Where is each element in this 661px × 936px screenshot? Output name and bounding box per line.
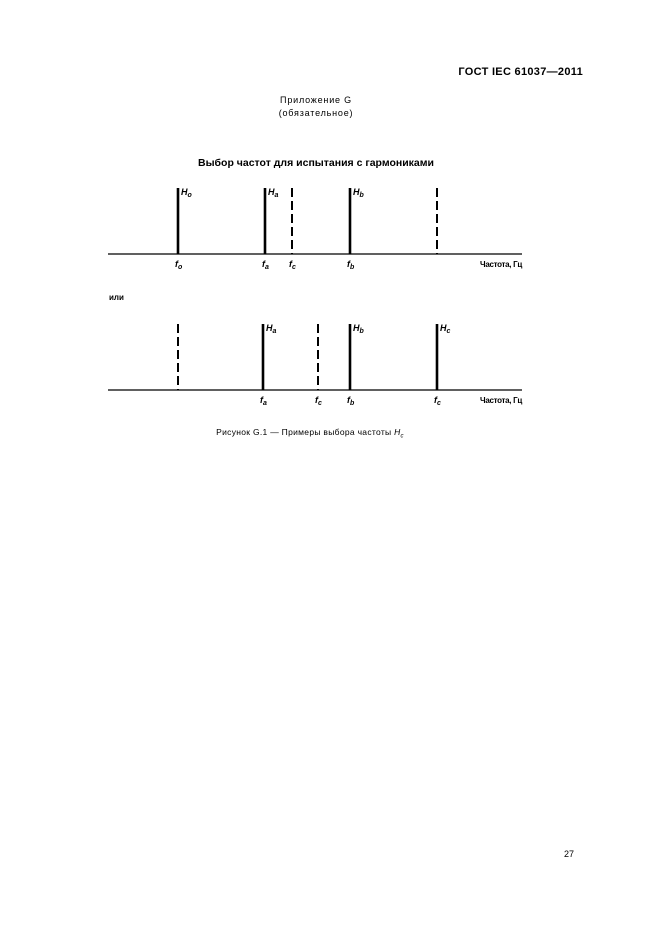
standard-header: ГОСТ IEC 61037—2011	[458, 66, 583, 78]
frequency-label: $f_c$	[315, 395, 322, 407]
harmonic-label: $H_a$	[268, 187, 279, 199]
harmonic-label: $H_a$	[266, 323, 277, 335]
harmonic-label: $H_c$	[440, 323, 451, 335]
frequency-label: $f_a$	[260, 395, 267, 407]
section-title: Выбор частот для испытания с гармониками	[198, 157, 434, 169]
connector-or: или	[109, 293, 124, 302]
frequency-label: $f_o$	[175, 259, 183, 271]
caption-text: Рисунок G.1 — Примеры выбора частоты	[216, 427, 395, 437]
harmonic-label: $H_b$	[353, 187, 364, 199]
axis-label: Частота, Гц	[480, 260, 522, 269]
frequency-label: $f_a$	[262, 259, 269, 271]
harmonic-label: $H_b$	[353, 323, 364, 335]
frequency-label: $f_b$	[347, 259, 355, 271]
frequency-label: $f_c$	[289, 259, 296, 271]
harmonics-diagram-top	[0, 180, 661, 280]
frequency-label: $f_b$	[347, 395, 355, 407]
caption-subscript: c	[400, 433, 404, 440]
annex-status: (обязательное)	[278, 108, 354, 118]
page-number: 27	[563, 849, 574, 859]
harmonic-label: $H_o$	[181, 187, 192, 199]
caption-symbol: H	[394, 427, 401, 437]
harmonics-diagram-bottom	[0, 316, 661, 416]
axis-label: Частота, Гц	[480, 396, 522, 405]
figure-caption	[0, 427, 620, 440]
annex-title: Приложение G	[280, 95, 352, 105]
frequency-label: $f_c$	[434, 395, 441, 407]
